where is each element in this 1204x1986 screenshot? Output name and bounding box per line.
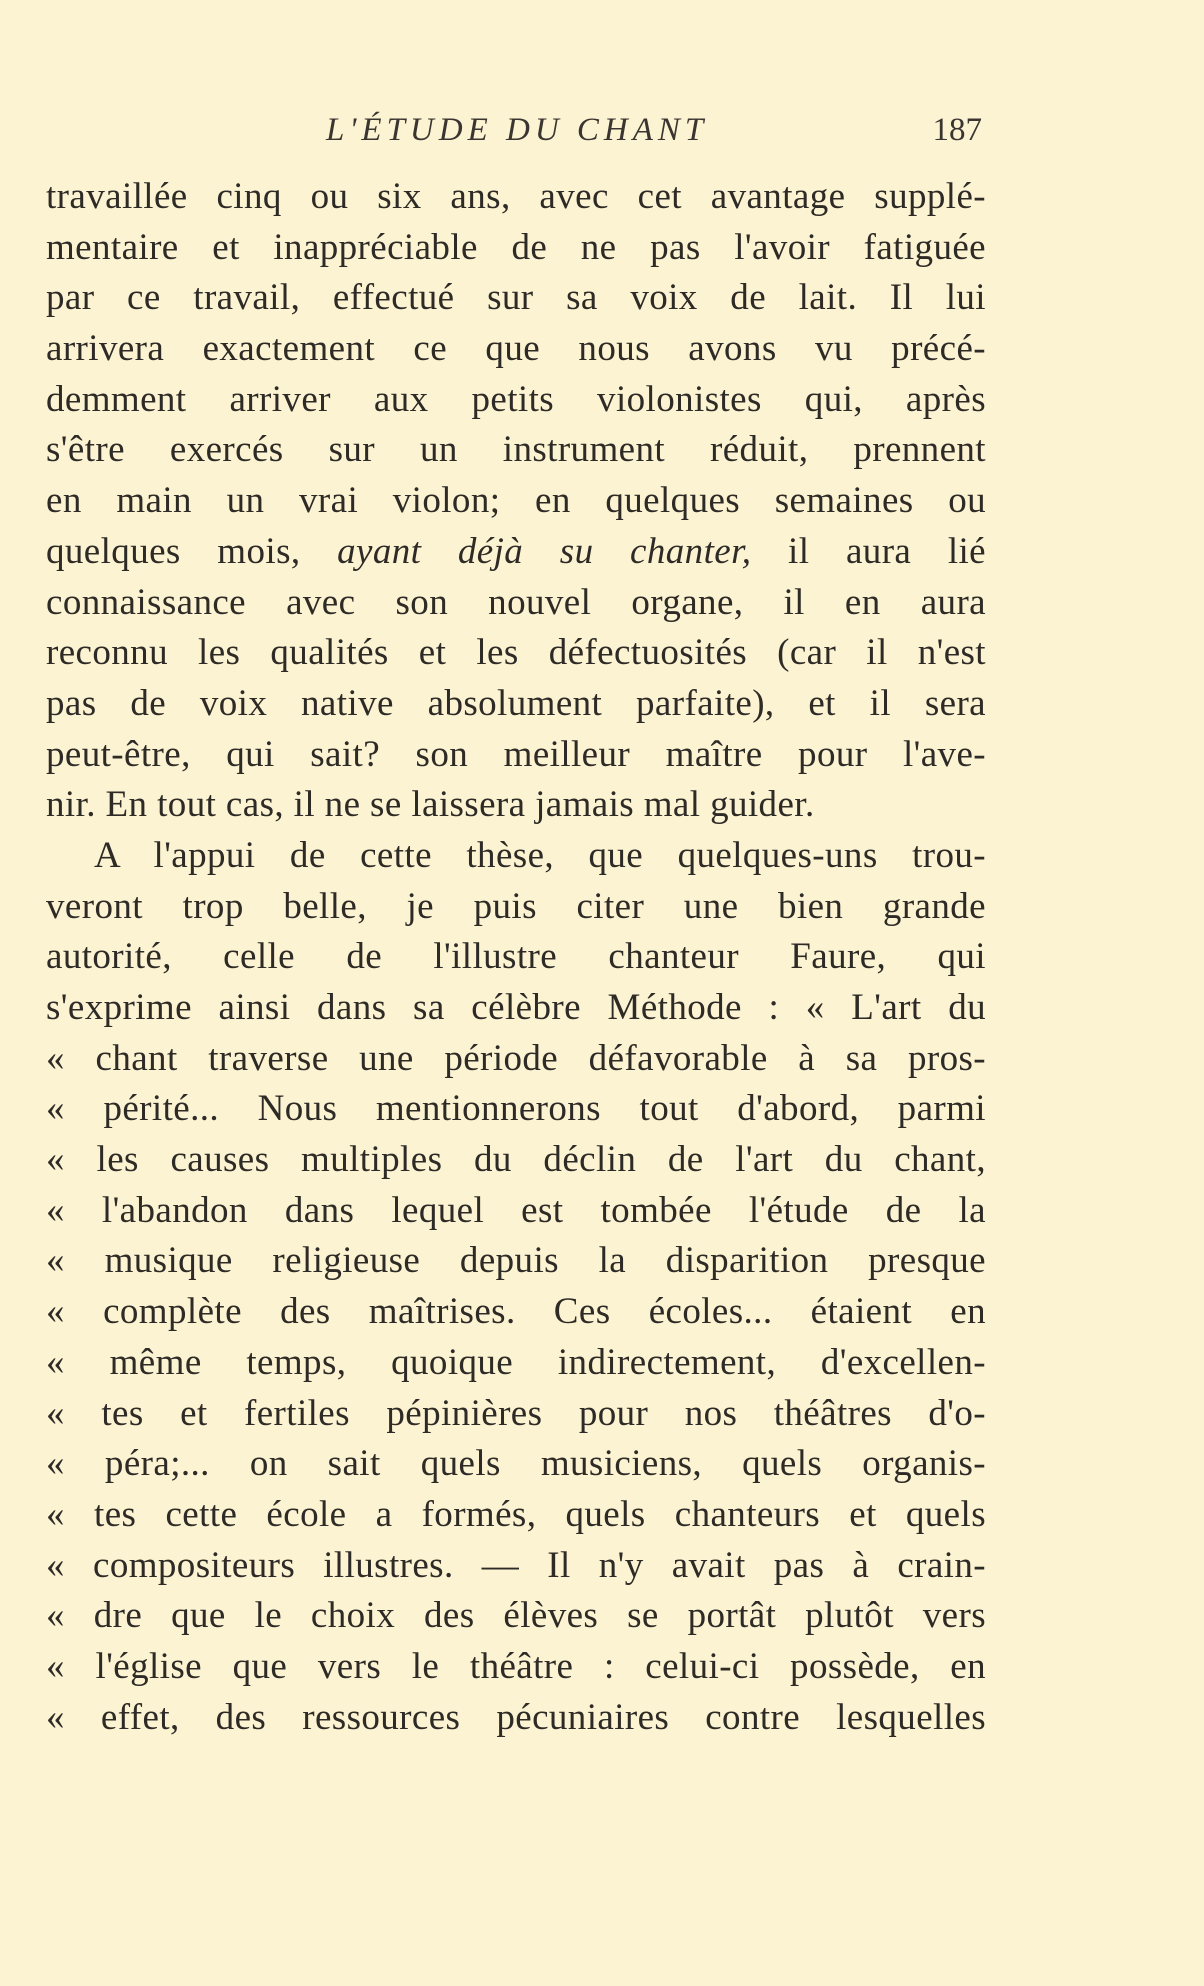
running-title: L'ÉTUDE DU CHANT [326,112,709,148]
text-line: « dre que le choix des élèves se portât plutôt vers [46,1595,986,1637]
text-line: « chant traverse une période défavorable à sa pros- [46,1037,986,1079]
text-line: mentaire et inappréciable de ne pas l'avoir fatiguée [46,226,986,268]
text-line: « même temps, quoique indirectement, d'excellen- [46,1341,986,1383]
text-line: « complète des maîtrises. Ces écoles... étaient en [46,1291,986,1333]
italic-phrase: ayant déjà su chanter, [337,530,752,572]
text-line: reconnu les qualités et les défectuosités (car il n'est [46,632,986,674]
text-line: « les causes multiples du déclin de l'art du chant, [46,1139,986,1181]
text-line: en main un vrai violon; en quelques semaines ou [46,480,986,522]
text-line: peut-être, qui sait? son meilleur maître pour l'ave- [46,733,986,775]
text-segment: il aura lié [788,530,987,572]
text-line: connaissance avec son nouvel organe, il en aura [46,581,986,623]
body-text [46,172,986,1743]
text-line: « péra;... on sait quels musiciens, quels organis- [46,1443,986,1485]
text-line: « tes et fertiles pépinières pour nos théâtres d'o- [46,1392,986,1434]
text-segment: quelques mois, [46,530,301,572]
text-line: « musique religieuse depuis la disparition presque [46,1240,986,1282]
text-line: arrivera exactement ce que nous avons vu précé- [46,328,986,370]
text-line: veront trop belle, je puis citer une bien grande [46,885,986,927]
text-line: s'exprime ainsi dans sa célèbre Méthode : « L'art du [46,987,986,1028]
text-line: par ce travail, effectué sur sa voix de lait. Il lui [46,277,986,319]
text-line: autorité, celle de l'illustre chanteur Faure, qui [46,936,986,978]
text-line: A l'appui de cette thèse, que quelques-uns trou- [94,834,986,876]
text-line: « effet, des ressources pécuniaires contre lesquelles [46,1696,986,1738]
text-line: travaillée cinq ou six ans, avec cet avantage supplé- [46,176,986,217]
text-line: « compositeurs illustres. — Il n'y avait pas à crain- [46,1544,986,1586]
text-line: « périté... Nous mentionnerons tout d'abord, parmi [46,1088,986,1130]
running-head [46,112,982,160]
text-line: demment arriver aux petits violonistes qui, après [46,378,986,420]
text-line-mixed [46,527,986,578]
text-line: pas de voix native absolument parfaite), et il sera [46,682,986,724]
page-number: 187 [932,112,982,148]
text-line: s'être exercés sur un instrument réduit, prennent [46,429,986,471]
text-line: « tes cette école a formés, quels chanteurs et quels [46,1493,986,1535]
text-line: nir. En tout cas, il ne se laissera jamais mal guider. [46,784,815,826]
text-line: « l'église que vers le théâtre : celui-ci possède, en [46,1645,986,1687]
text-line: « l'abandon dans lequel est tombée l'étude de la [46,1189,986,1231]
